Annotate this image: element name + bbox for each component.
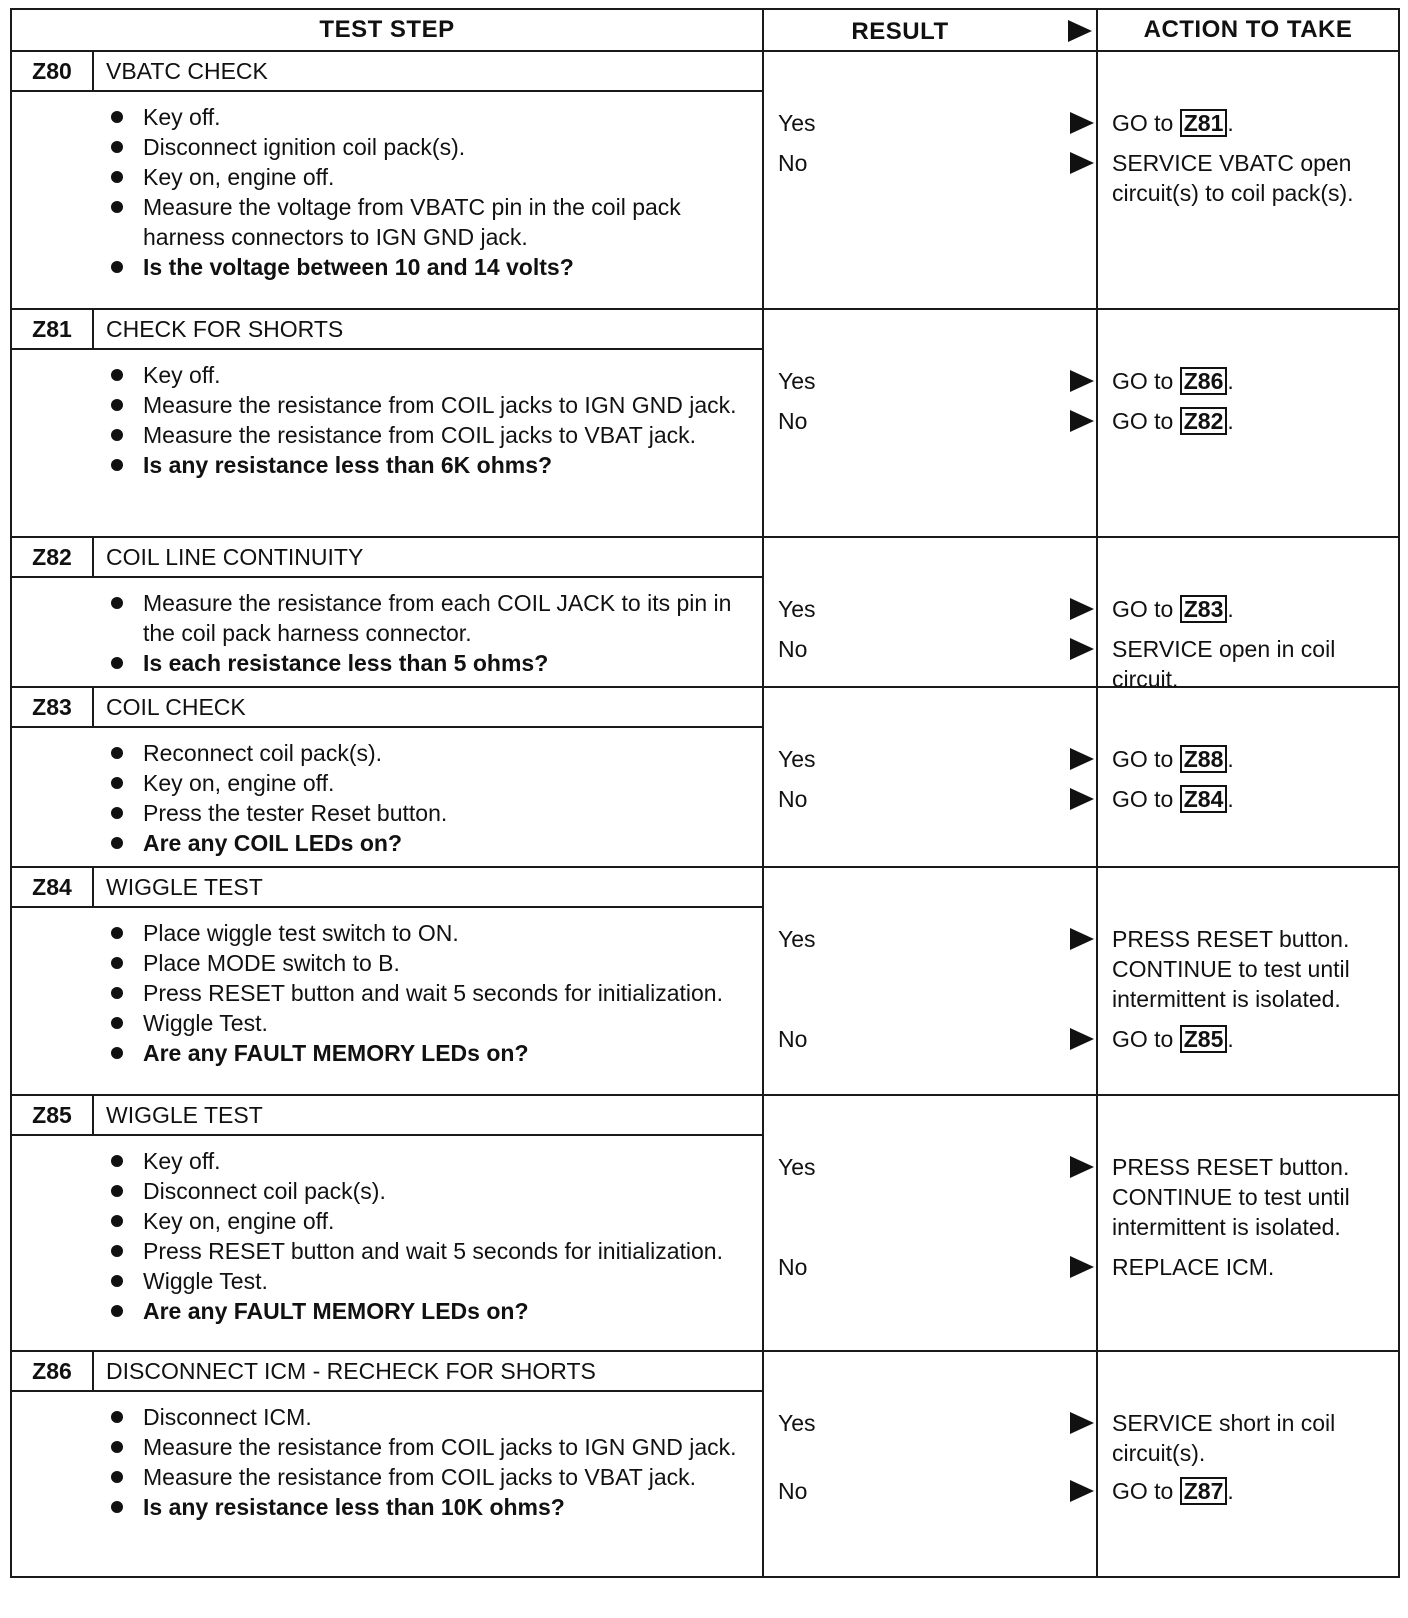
action-cell xyxy=(1097,537,1399,692)
result-yes-label: Yes xyxy=(778,368,816,394)
right-arrow-icon xyxy=(1070,1412,1094,1434)
action-no xyxy=(1112,634,1392,694)
step-instructions xyxy=(12,92,762,290)
instruction-item: Disconnect ICM. xyxy=(107,1402,754,1432)
test-step-cell xyxy=(11,1095,763,1351)
instruction-item: Key on, engine off. xyxy=(107,768,754,798)
action-no xyxy=(1112,148,1392,208)
result-yes-label: Yes xyxy=(778,1410,816,1436)
action-text: SERVICE VBATC open circuit(s) to coil pack(s). xyxy=(1112,150,1354,206)
result-cell xyxy=(763,51,1097,309)
instruction-item: Disconnect coil pack(s). xyxy=(107,1176,754,1206)
instruction-item: Measure the voltage from VBATC pin in the coil pack harness connectors to IGN GND jack. xyxy=(107,192,754,252)
result-no-label: No xyxy=(778,1026,808,1052)
goto-text: GO to xyxy=(1112,110,1174,136)
action-yes xyxy=(1112,924,1392,1014)
step-question: Are any FAULT MEMORY LEDs on? xyxy=(107,1296,754,1326)
step-title: COIL LINE CONTINUITY xyxy=(106,543,364,570)
result-cell xyxy=(763,537,1097,687)
action-yes: GO to Z88 . xyxy=(1112,746,1234,772)
instruction-item: Wiggle Test. xyxy=(107,1266,754,1296)
step-header xyxy=(12,1352,762,1392)
right-arrow-icon xyxy=(1070,928,1094,950)
step-instructions xyxy=(12,350,762,488)
goto-text: GO to xyxy=(1112,1026,1174,1052)
goto-text: GO to xyxy=(1112,1478,1174,1504)
result-no xyxy=(778,1476,1096,1506)
result-no xyxy=(778,406,1096,436)
action-no: GO to Z84 . xyxy=(1112,786,1234,812)
action-no: GO to Z82 . xyxy=(1112,408,1234,434)
step-instructions xyxy=(12,578,762,686)
instruction-item: Disconnect ignition coil pack(s). xyxy=(107,132,754,162)
step-header xyxy=(12,868,762,908)
right-arrow-icon xyxy=(1070,748,1094,770)
step-reference-link[interactable]: Z81 xyxy=(1180,109,1228,137)
result-yes xyxy=(778,924,1096,954)
goto-text: GO to xyxy=(1112,596,1174,622)
right-arrow-icon xyxy=(1070,410,1094,432)
header-test-step xyxy=(11,9,763,51)
instruction-item: Measure the resistance from COIL jacks to IGN GND jack. xyxy=(107,1432,754,1462)
result-yes-label: Yes xyxy=(778,596,816,622)
instruction-item: Press RESET button and wait 5 seconds for initialization. xyxy=(107,1236,754,1266)
action-no xyxy=(1112,1252,1392,1282)
header-result xyxy=(763,9,1097,51)
result-yes-label: Yes xyxy=(778,110,816,136)
step-header xyxy=(12,688,762,728)
result-cell xyxy=(763,687,1097,867)
result-yes-label: Yes xyxy=(778,1154,816,1180)
instruction-item: Key off. xyxy=(107,102,754,132)
goto-text: GO to xyxy=(1112,786,1174,812)
step-id: Z86 xyxy=(12,1352,94,1390)
step-instructions xyxy=(12,1392,762,1530)
result-cell xyxy=(763,1095,1097,1351)
step-id: Z81 xyxy=(12,310,94,348)
step-question: Is each resistance less than 5 ohms? xyxy=(107,648,754,678)
step-row xyxy=(11,867,1399,1095)
result-no xyxy=(778,1024,1096,1054)
action-text: SERVICE open in coil circuit. xyxy=(1112,636,1336,692)
action-cell xyxy=(1097,687,1399,867)
result-no-label: No xyxy=(778,150,808,176)
step-question: Are any FAULT MEMORY LEDs on? xyxy=(107,1038,754,1068)
action-cell xyxy=(1097,309,1399,537)
step-question: Is any resistance less than 10K ohms? xyxy=(107,1492,754,1522)
action-text: PRESS RESET button. CONTINUE to test until intermittent is isolated. xyxy=(1112,1154,1350,1240)
step-reference-link[interactable]: Z86 xyxy=(1180,367,1228,395)
instruction-item: Key on, engine off. xyxy=(107,162,754,192)
right-arrow-icon xyxy=(1070,370,1094,392)
step-header xyxy=(12,1096,762,1136)
header-row xyxy=(11,9,1399,51)
step-reference-link[interactable]: Z87 xyxy=(1180,1477,1228,1505)
action-yes: GO to Z86 . xyxy=(1112,368,1234,394)
step-title: CHECK FOR SHORTS xyxy=(106,315,344,342)
step-reference-link[interactable]: Z82 xyxy=(1180,407,1228,435)
step-row xyxy=(11,51,1399,309)
diagnostic-table xyxy=(10,8,1400,1578)
step-id: Z82 xyxy=(12,538,94,576)
instruction-item: Measure the resistance from COIL jacks to IGN GND jack. xyxy=(107,390,754,420)
result-no-label: No xyxy=(778,1254,808,1280)
action-yes xyxy=(1112,1152,1392,1242)
action-yes: GO to Z81 . xyxy=(1112,110,1234,136)
step-row xyxy=(11,537,1399,687)
header-result-label: RESULT xyxy=(851,18,949,45)
step-question: Is any resistance less than 6K ohms? xyxy=(107,450,754,480)
action-cell xyxy=(1097,867,1399,1095)
result-no-label: No xyxy=(778,1478,808,1504)
instruction-item: Place wiggle test switch to ON. xyxy=(107,918,754,948)
step-header xyxy=(12,538,762,578)
instruction-item: Measure the resistance from COIL jacks to VBAT jack. xyxy=(107,1462,754,1492)
step-reference-link[interactable]: Z84 xyxy=(1180,785,1228,813)
right-arrow-icon xyxy=(1070,1156,1094,1178)
right-arrow-icon xyxy=(1070,638,1094,660)
right-arrow-icon xyxy=(1068,20,1092,42)
step-title: VBATC CHECK xyxy=(106,57,268,84)
step-id: Z84 xyxy=(12,868,94,906)
action-cell xyxy=(1097,1095,1399,1351)
action-no: GO to Z85 . xyxy=(1112,1026,1234,1052)
result-yes xyxy=(778,1152,1096,1182)
step-question: Are any COIL LEDs on? xyxy=(107,828,754,858)
result-yes xyxy=(778,366,1096,396)
instruction-item: Reconnect coil pack(s). xyxy=(107,738,754,768)
right-arrow-icon xyxy=(1070,112,1094,134)
step-reference-link[interactable]: Z88 xyxy=(1180,745,1228,773)
step-row xyxy=(11,1351,1399,1577)
result-no xyxy=(778,1252,1096,1282)
instruction-item: Key on, engine off. xyxy=(107,1206,754,1236)
instruction-item: Key off. xyxy=(107,360,754,390)
instruction-item: Measure the resistance from COIL jacks to VBAT jack. xyxy=(107,420,754,450)
step-row xyxy=(11,309,1399,537)
result-cell xyxy=(763,1351,1097,1577)
step-id: Z80 xyxy=(12,52,94,90)
step-reference-link[interactable]: Z83 xyxy=(1180,595,1228,623)
step-instructions xyxy=(12,1136,762,1334)
right-arrow-icon xyxy=(1070,598,1094,620)
goto-text: GO to xyxy=(1112,746,1174,772)
test-step-cell xyxy=(11,51,763,309)
action-no: GO to Z87 . xyxy=(1112,1478,1234,1504)
step-row xyxy=(11,687,1399,867)
header-action-label: ACTION TO TAKE xyxy=(1143,16,1353,43)
result-no xyxy=(778,148,1096,178)
result-cell xyxy=(763,309,1097,537)
result-cell xyxy=(763,867,1097,1095)
right-arrow-icon xyxy=(1070,788,1094,810)
step-question: Is the voltage between 10 and 14 volts? xyxy=(107,252,754,282)
result-yes xyxy=(778,1408,1096,1438)
instruction-item: Measure the resistance from each COIL JACK to its pin in the coil pack harness connector. xyxy=(107,588,754,648)
goto-text: GO to xyxy=(1112,368,1174,394)
header-test-step-label: TEST STEP xyxy=(319,16,455,43)
action-text: REPLACE ICM. xyxy=(1112,1254,1275,1280)
step-row xyxy=(11,1095,1399,1351)
action-cell xyxy=(1097,51,1399,309)
action-yes xyxy=(1112,1408,1392,1468)
step-title: COIL CHECK xyxy=(106,693,246,720)
result-no-label: No xyxy=(778,636,808,662)
instruction-item: Press the tester Reset button. xyxy=(107,798,754,828)
step-header xyxy=(12,52,762,92)
result-yes xyxy=(778,594,1096,624)
result-no-label: No xyxy=(778,786,808,812)
result-no-label: No xyxy=(778,408,808,434)
result-yes-label: Yes xyxy=(778,926,816,952)
action-yes: GO to Z83 . xyxy=(1112,596,1234,622)
right-arrow-icon xyxy=(1070,1480,1094,1502)
step-title: WIGGLE TEST xyxy=(106,1101,263,1128)
result-yes xyxy=(778,744,1096,774)
action-text: SERVICE short in coil circuit(s). xyxy=(1112,1410,1336,1466)
action-cell xyxy=(1097,1351,1399,1577)
test-step-cell xyxy=(11,687,763,867)
step-instructions xyxy=(12,728,762,866)
step-title: WIGGLE TEST xyxy=(106,873,263,900)
instruction-item: Key off. xyxy=(107,1146,754,1176)
action-text: PRESS RESET button. CONTINUE to test until intermittent is isolated. xyxy=(1112,926,1350,1012)
instruction-item: Press RESET button and wait 5 seconds for initialization. xyxy=(107,978,754,1008)
header-action xyxy=(1097,9,1399,51)
result-no xyxy=(778,784,1096,814)
step-header xyxy=(12,310,762,350)
result-no xyxy=(778,634,1096,664)
step-reference-link[interactable]: Z85 xyxy=(1180,1025,1228,1053)
result-yes-label: Yes xyxy=(778,746,816,772)
test-step-cell xyxy=(11,537,763,687)
right-arrow-icon xyxy=(1070,1256,1094,1278)
test-step-cell xyxy=(11,309,763,537)
instruction-item: Place MODE switch to B. xyxy=(107,948,754,978)
step-title: DISCONNECT ICM - RECHECK FOR SHORTS xyxy=(106,1357,596,1384)
step-instructions xyxy=(12,908,762,1076)
instruction-item: Wiggle Test. xyxy=(107,1008,754,1038)
right-arrow-icon xyxy=(1070,1028,1094,1050)
test-step-cell xyxy=(11,867,763,1095)
test-step-cell xyxy=(11,1351,763,1577)
step-id: Z85 xyxy=(12,1096,94,1134)
step-id: Z83 xyxy=(12,688,94,726)
result-yes xyxy=(778,108,1096,138)
goto-text: GO to xyxy=(1112,408,1174,434)
right-arrow-icon xyxy=(1070,152,1094,174)
